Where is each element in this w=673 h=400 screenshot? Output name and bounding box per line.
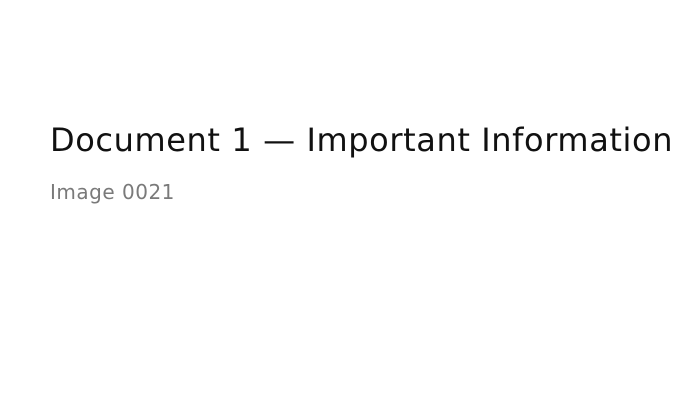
page-title: Document 1 — Important Information <box>50 121 673 159</box>
image-label: Image 0021 <box>50 180 175 204</box>
